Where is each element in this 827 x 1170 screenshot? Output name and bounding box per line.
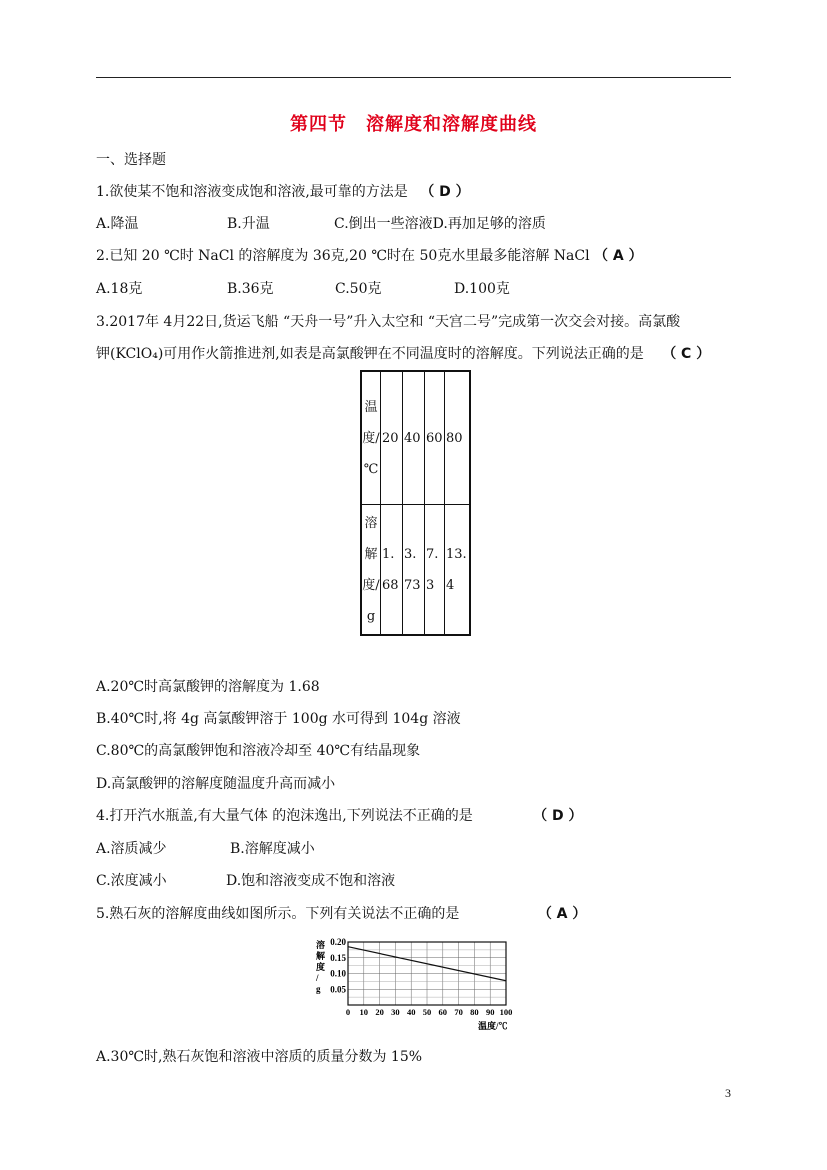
option-d: D.再加足够的溶质 — [432, 216, 546, 232]
chart-x-ticks — [346, 1007, 513, 1017]
question-5-stem: 5.熟石灰的溶解度曲线如图所示。下列有关说法不正确的是 — [96, 906, 460, 922]
chart-y-label — [315, 939, 326, 994]
x-tick-label: 80 — [470, 1007, 479, 1017]
option-a: A.18克 — [96, 281, 143, 297]
y-label-char: 解 — [316, 951, 326, 961]
y-tick-label: 0.15 — [330, 952, 346, 963]
question-5 — [96, 905, 586, 923]
table-cell: 40 — [404, 430, 421, 446]
page-title: 第四节 溶解度和溶解度曲线 — [290, 114, 537, 135]
y-label-char: g — [316, 984, 321, 994]
table-cell: 60 — [426, 430, 443, 446]
table-header-solubility: 溶解度/g — [362, 515, 380, 624]
question-1 — [96, 183, 470, 201]
option-a: A.降温 — [96, 216, 139, 232]
question-3-option-d: D.高氯酸钾的溶解度随温度升高而减小 — [96, 776, 336, 792]
y-tick-label: 0.10 — [330, 968, 346, 979]
x-tick-label: 20 — [375, 1007, 384, 1017]
section-heading: 一、选择题 — [96, 152, 166, 168]
question-4-options-2 — [96, 872, 395, 890]
x-tick-label: 10 — [359, 1007, 369, 1017]
x-tick-label: 30 — [391, 1007, 400, 1017]
option-d: D.100克 — [454, 281, 510, 297]
table-cell: 20 — [382, 430, 399, 446]
table-header-temperature: 温度/℃ — [362, 399, 380, 477]
table-cell: 7.3 — [426, 546, 439, 593]
table-cell: 1.68 — [382, 546, 399, 593]
question-4-stem: 4.打开汽水瓶盖,有大量气体 的泡沫逸出,下列说法不正确的是 — [96, 808, 473, 824]
table-cell: 13.4 — [446, 546, 467, 593]
question-2-options — [96, 280, 510, 298]
y-tick-label: 0.20 — [330, 937, 346, 947]
table-cell: 3.73 — [404, 546, 421, 593]
option-c: C.50克 — [335, 281, 382, 297]
question-5-answer: （ A ） — [537, 906, 587, 922]
question-4-options-1 — [96, 840, 315, 858]
x-tick-label: 40 — [406, 1007, 416, 1017]
question-1-stem: 1.欲使某不饱和溶液变成饱和溶液,最可靠的方法是 — [96, 184, 408, 200]
table-row — [361, 505, 470, 636]
x-tick-label: 0 — [345, 1007, 351, 1017]
question-2-stem: 2.已知 20 ℃时 NaCl 的溶解度为 36克,20 ℃时在 50克水里最多能溶解 NaCl — [96, 248, 590, 264]
question-5-option-a: A.30℃时,熟石灰饱和溶液中溶质的质量分数为 15% — [96, 1049, 423, 1065]
table-cell: 80 — [446, 430, 463, 446]
question-3-option-c: C.80℃的高氯酸钾饱和溶液冷却至 40℃有结晶现象 — [96, 743, 421, 759]
option-b: B.36克 — [227, 281, 274, 297]
page-number: 3 — [725, 1086, 731, 1100]
question-1-options — [96, 215, 546, 233]
option-b: B.溶解度减小 — [230, 841, 315, 857]
x-tick-label: 100 — [499, 1007, 513, 1017]
question-3-answer: （ C ） — [662, 346, 711, 362]
option-c: C.浓度减小 — [96, 873, 167, 889]
y-tick-label: 0.05 — [330, 984, 346, 995]
question-3-option-b: B.40℃时,将 4g 高氯酸钾溶于 100g 水可得到 104g 溶液 — [96, 711, 461, 727]
question-3-stem-line-1: 3.2017年 4月22日,货运飞船 “天舟一号”升入太空和 “天宫二号”完成第一次交会对接。高氯酸 — [96, 314, 681, 330]
solubility-chart — [310, 936, 520, 1032]
question-4 — [96, 807, 583, 825]
question-3 — [96, 345, 710, 363]
y-label-char: 溶 — [316, 940, 326, 950]
x-tick-label: 60 — [438, 1007, 448, 1017]
question-3-stem-line-2: 钾(KClO₄)可用作火箭推进剂,如表是高氯酸钾在不同温度时的溶解度。下列说法正确的是 — [96, 346, 644, 362]
question-2 — [96, 247, 643, 265]
chart-y-ticks — [330, 937, 346, 994]
x-tick-label: 50 — [422, 1007, 432, 1017]
question-3-option-a: A.20℃时高氯酸钾的溶解度为 1.68 — [96, 679, 320, 695]
solubility-table — [360, 370, 471, 636]
x-tick-label: 90 — [485, 1007, 495, 1017]
header-rule — [96, 77, 731, 78]
y-label-char: 度 — [316, 962, 326, 972]
option-d: D.饱和溶液变成不饱和溶液 — [226, 873, 396, 889]
question-4-answer: （ D ） — [533, 808, 583, 824]
option-c: C.倒出一些溶液 — [334, 216, 433, 232]
x-tick-label: 70 — [454, 1007, 463, 1017]
y-label-char: / — [316, 973, 319, 983]
option-a: A.溶质减少 — [96, 841, 167, 857]
option-b: B.升温 — [227, 216, 270, 232]
question-2-answer: （ A ） — [594, 248, 643, 264]
chart-x-label: 温度/℃ — [478, 1021, 508, 1031]
table-row — [361, 371, 470, 505]
question-1-answer: （ D ） — [420, 184, 470, 200]
